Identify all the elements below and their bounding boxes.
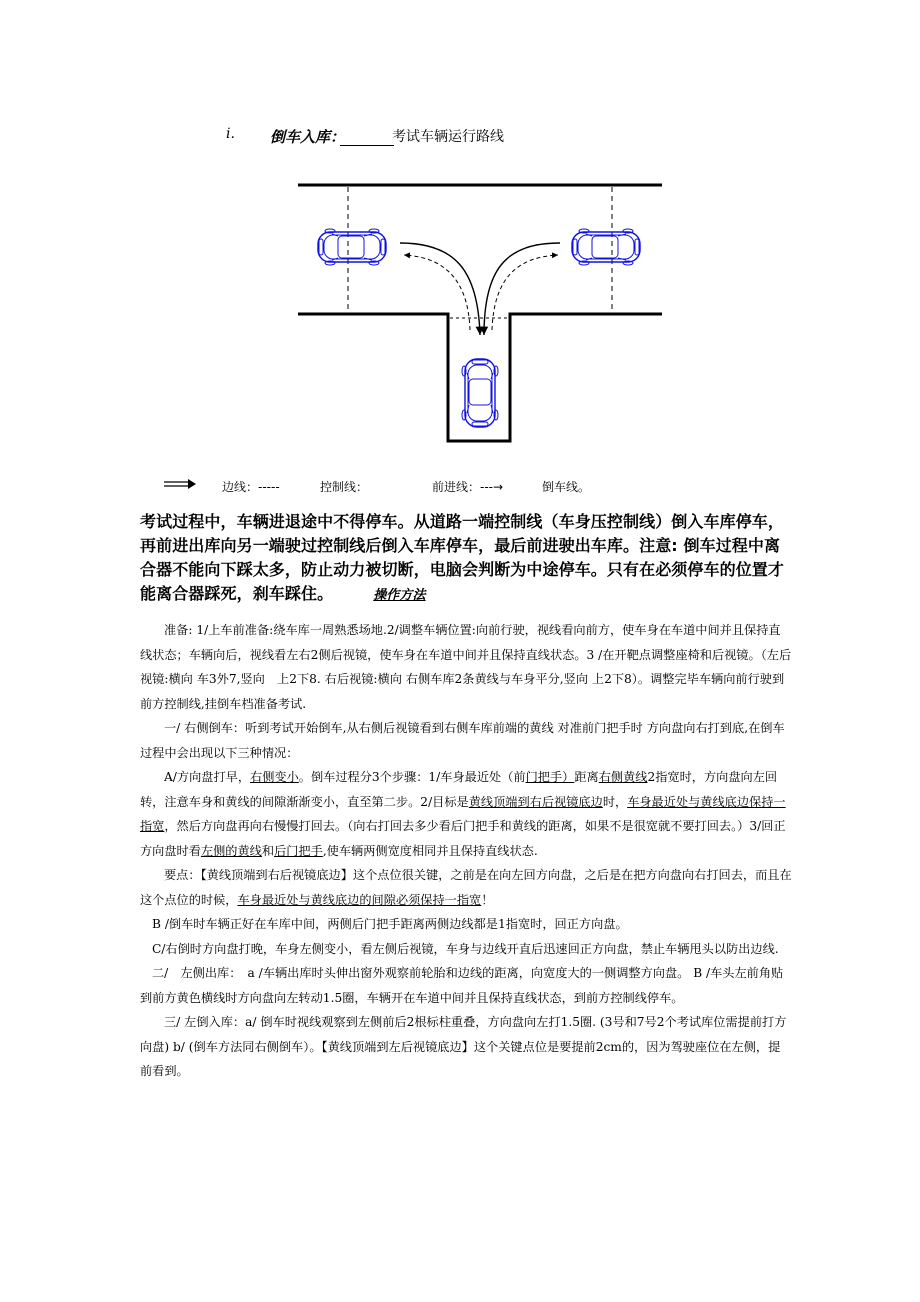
path-right-forward xyxy=(492,255,558,330)
legend-forward: 前进线：---→ xyxy=(432,480,504,494)
section-number: i. xyxy=(226,126,235,142)
key-point-paragraph: 要点：【黄线顶端到右后视镜底边】这个点位很关键，之前是在向左回方向盘，之后是在把方向盘向右打回去，而且在这个点位的时候，车身最近处与黄线底边的间隙必须保持一指宽！ xyxy=(140,868,792,907)
prep-paragraph: 准备: 1/上车前准备:绕车库一周熟悉场地.2/调整车辆位置:向前行驶，视线看向前方，使车身在车道中间并且保持直线状态；车辆向后，视线看左右2侧后视镜，使车身在车道中间并且保持直线状态。3 /在开靶点调整座椅和后视镜。（左后视镜:横向 车3外7,竖向 上2下8. 右后视镜:横向 右侧车库2条黄线与车身平分,竖向 上2下8）。调整完毕车辆向前行驶到前方控制线,挂倒车档准备考试. xyxy=(140,623,792,711)
reverse-line-sample xyxy=(162,476,198,495)
car-left xyxy=(318,229,386,265)
section-subheading: 考试车辆运行路线 xyxy=(392,129,504,145)
step-1-paragraph: 一/ 右侧倒车：听到考试开始倒车,从右侧后视镜看到右侧车库前端的黄线 对准前门把手时 方向盘向右打到底,在倒车过程中会出现以下三种情况： xyxy=(140,721,785,760)
case-c-paragraph: C/右倒时方向盘打晚，车身左侧变小，看左侧后视镜，车身与边线开直后迅速回正方向盘，禁止车辆甩头以防出边线. xyxy=(152,941,779,956)
instructions-body xyxy=(140,618,792,1084)
section-heading: 倒车入库： xyxy=(270,128,346,146)
diagram-legend xyxy=(160,476,760,496)
underline-blank xyxy=(340,145,394,146)
car-in-garage xyxy=(462,359,498,427)
parking-diagram xyxy=(290,175,670,445)
methods-heading: 操作方法 xyxy=(373,588,426,603)
path-right-reverse xyxy=(484,243,560,335)
legend-border: 边线：----- xyxy=(222,480,280,494)
intro-paragraph xyxy=(140,510,784,608)
legend-control: 控制线： xyxy=(320,480,369,494)
step-3-paragraph: 三/ 左倒入库：a/ 倒车时视线观察到左侧前后2根标柱重叠，方向盘向左打1.5圈. (3号和7号2个考试库位需提前打方向盘) b/ (倒车方法同右侧倒车）。【黄线顶端到左后视镜底边】这个关键点位是要提前2cm的，因为驾驶座位在左侧，提前看到。 xyxy=(140,1015,787,1078)
case-a-paragraph: A/方向盘打早，右侧变小。倒车过程分3个步骤：1/车身最近处（前门把手）距离右侧黄线2指宽时，方向盘向左回转，注意车身和黄线的间隙渐渐变小，直至第二步。2/目标是黄线顶端到右后视镜底边时，车身最近处与黄线底边保持一指宽，然后方向盘再向右慢慢打回去。（向右打回去多少看后门把手和黄线的距离，如果不是很宽就不要打回去。）3/回正方向盘时看左侧的黄线和后门把手,使车辆两侧宽度相同并且保持直线状态. xyxy=(140,770,786,858)
path-left-reverse xyxy=(400,243,480,335)
car-right xyxy=(572,229,640,265)
intro-text: 考试过程中，车辆进退途中不得停车。从道路一端控制线（车身压控制线）倒入车库停车，再前进出库向另一端驶过控制线后倒入车库停车，最后前进驶出车库。注意: 倒车过程中离合器不能向下踩太多，防止动力被切断，电脑会判断为中途停车。只有在必须停车的位置才能离合器踩死，刹车踩住。 xyxy=(140,512,785,603)
legend-reverse: 倒车线。 xyxy=(542,480,591,494)
case-b-paragraph: B /倒车时车辆正好在车库中间，两侧后门把手距离两侧边线都是1指宽时，回正方向盘。 xyxy=(152,917,628,931)
step-2-paragraph: 二/ 左侧出库： a /车辆出库时头伸出窗外观察前轮胎和边线的距离，向宽度大的一侧调整方向盘。 B /车头左前角贴到前方黄色横线时方向盘向左转动1.5圈，车辆开在车道中间并且保持直线状态，到前方控制线停车。 xyxy=(140,966,784,1005)
path-left-forward xyxy=(404,255,470,330)
